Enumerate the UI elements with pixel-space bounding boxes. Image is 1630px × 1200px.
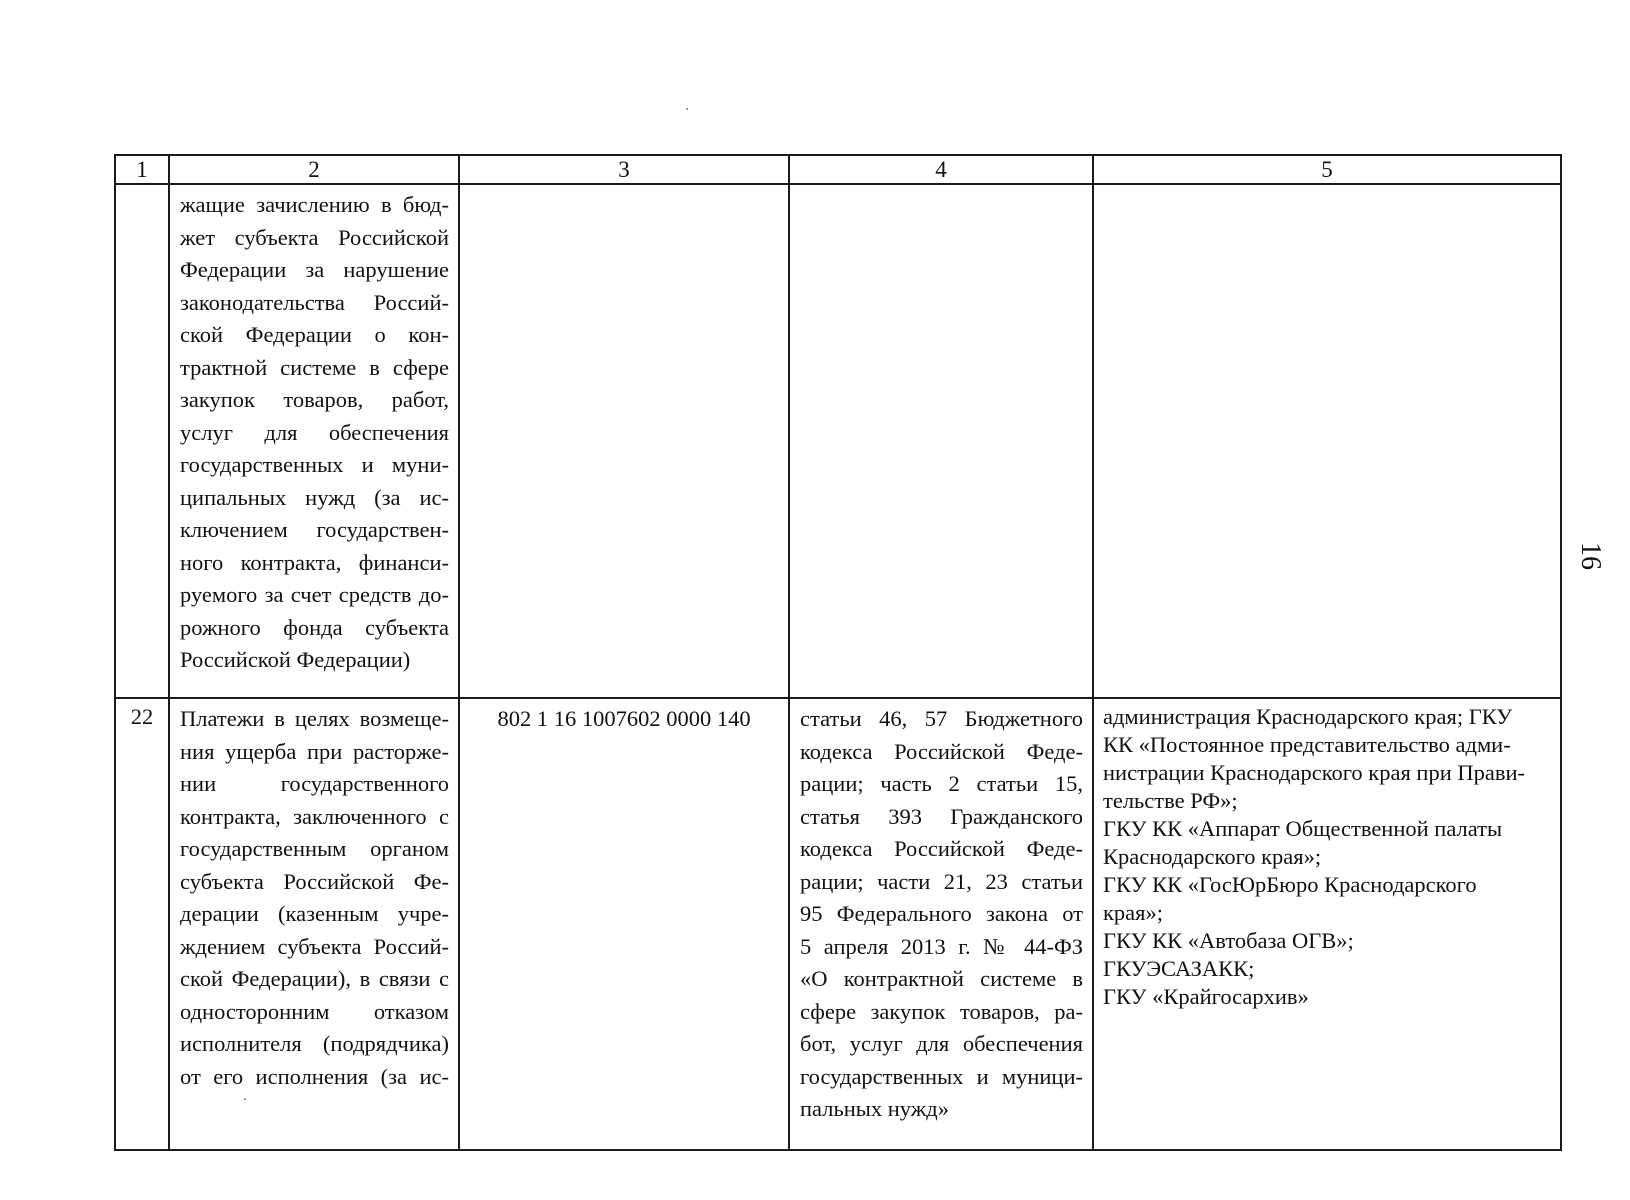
- text-line: ного контракта, финанси-: [180, 549, 449, 575]
- text-line: трактной системе в сфере: [180, 354, 449, 380]
- text-line: ской Федерации о кон-: [180, 322, 449, 347]
- table-row-continued: [115, 184, 1561, 698]
- text-line: дерации (казенным учре-: [180, 901, 449, 926]
- cell-code: 802 1 16 1007602 0000 140: [459, 698, 789, 1150]
- cell-administrators: [1093, 184, 1561, 698]
- text-line: 5 апреля 2013 г. № 44-ФЗ: [800, 933, 1083, 959]
- text-line: ской Федерации), в связи с: [180, 966, 449, 991]
- cell-legal-basis: [789, 184, 1093, 698]
- text-line: бот, услуг для обеспечения: [800, 1031, 1083, 1056]
- text-line: ГКУ КК «ГосЮрБюро Краснодарского: [1103, 872, 1477, 897]
- text-line: ждением субъекта Россий-: [180, 933, 449, 959]
- page-number: 16: [1575, 542, 1606, 570]
- table-header-row: [115, 155, 1561, 184]
- text-line: односторонним отказом: [180, 998, 449, 1024]
- text-line: Российской Федерации): [180, 647, 411, 672]
- cell-legal-basis: [789, 698, 1093, 1150]
- text-line: тельстве РФ»;: [1103, 788, 1238, 813]
- text-line: жащие зачислению в бюд-: [180, 192, 449, 217]
- cell-description: [169, 698, 459, 1150]
- text-line: края»;: [1103, 900, 1164, 925]
- text-line: услуг для обеспечения: [180, 419, 449, 445]
- cell-administrators: [1093, 698, 1561, 1150]
- text-line: ГКУЭСАЗАКК;: [1103, 956, 1255, 981]
- text-line: ципальных нужд (за ис-: [180, 484, 449, 510]
- header-col-3: 3: [459, 155, 789, 184]
- text-line: «О контрактной системе в: [800, 966, 1083, 991]
- text-line: администрация Краснодарского края; ГКУ: [1103, 704, 1513, 729]
- header-col-4: 4: [789, 155, 1093, 184]
- text-line: закупок товаров, работ,: [180, 387, 449, 412]
- text-line: 95 Федерального закона от: [800, 901, 1083, 926]
- text-line: ключением государствен-: [180, 517, 449, 542]
- text-line: Федерации за нарушение: [180, 257, 449, 282]
- text-line: ГКУ «Крайгосархив»: [1103, 984, 1309, 1009]
- scan-speck: [686, 108, 688, 110]
- text-line: КК «Постоянное представительство адми-: [1103, 732, 1511, 757]
- text-line: пальных нужд»: [800, 1096, 949, 1121]
- text-line: рожного фонда субъекта: [180, 614, 449, 640]
- header-col-1: 1: [115, 155, 169, 184]
- text-line: контракта, заключенного с: [180, 803, 449, 829]
- text-line: рации; части 21, 23 статьи: [800, 868, 1083, 894]
- cell-description: [169, 184, 459, 698]
- header-col-2: 2: [169, 155, 459, 184]
- document-table: [114, 154, 1562, 1151]
- text-line: исполнителя (подрядчика): [180, 1031, 449, 1056]
- text-line: законодательства Россий-: [180, 289, 449, 315]
- text-line: от его исполнения (за ис-: [180, 1063, 449, 1089]
- text-line: ГКУ КК «Аппарат Общественной палаты: [1103, 816, 1503, 841]
- text-line: кодекса Российской Феде-: [800, 738, 1083, 764]
- text-line: ния ущерба при расторже-: [180, 738, 449, 764]
- text-line: статьи 46, 57 Бюджетного: [800, 706, 1083, 731]
- text-line: государственным органом: [180, 836, 449, 861]
- text-line: нии государственного: [180, 771, 449, 796]
- cell-number: 22: [115, 698, 169, 1150]
- text-line: рации; часть 2 статьи 15,: [800, 771, 1083, 796]
- text-line: субъекта Российской Фе-: [180, 868, 449, 894]
- text-line: Платежи в целях возмеще-: [180, 706, 449, 731]
- table-row-22: [115, 698, 1561, 1150]
- text-line: ГКУ КК «Автобаза ОГВ»;: [1103, 928, 1354, 953]
- text-line: сфере закупок товаров, ра-: [800, 998, 1083, 1024]
- text-line: руемого за счет средств до-: [180, 582, 449, 607]
- text-line: Краснодарского края»;: [1103, 844, 1322, 869]
- text-line: жет субъекта Российской: [180, 224, 449, 250]
- text-line: нистрации Краснодарского края при Прави-: [1103, 760, 1526, 785]
- text-line: государственных и муници-: [800, 1063, 1083, 1089]
- cell-number: [115, 184, 169, 698]
- text-line: кодекса Российской Феде-: [800, 836, 1083, 861]
- header-col-5: 5: [1093, 155, 1561, 184]
- text-line: статья 393 Гражданского: [800, 803, 1083, 829]
- text-line: государственных и муни-: [180, 452, 449, 477]
- cell-code: [459, 184, 789, 698]
